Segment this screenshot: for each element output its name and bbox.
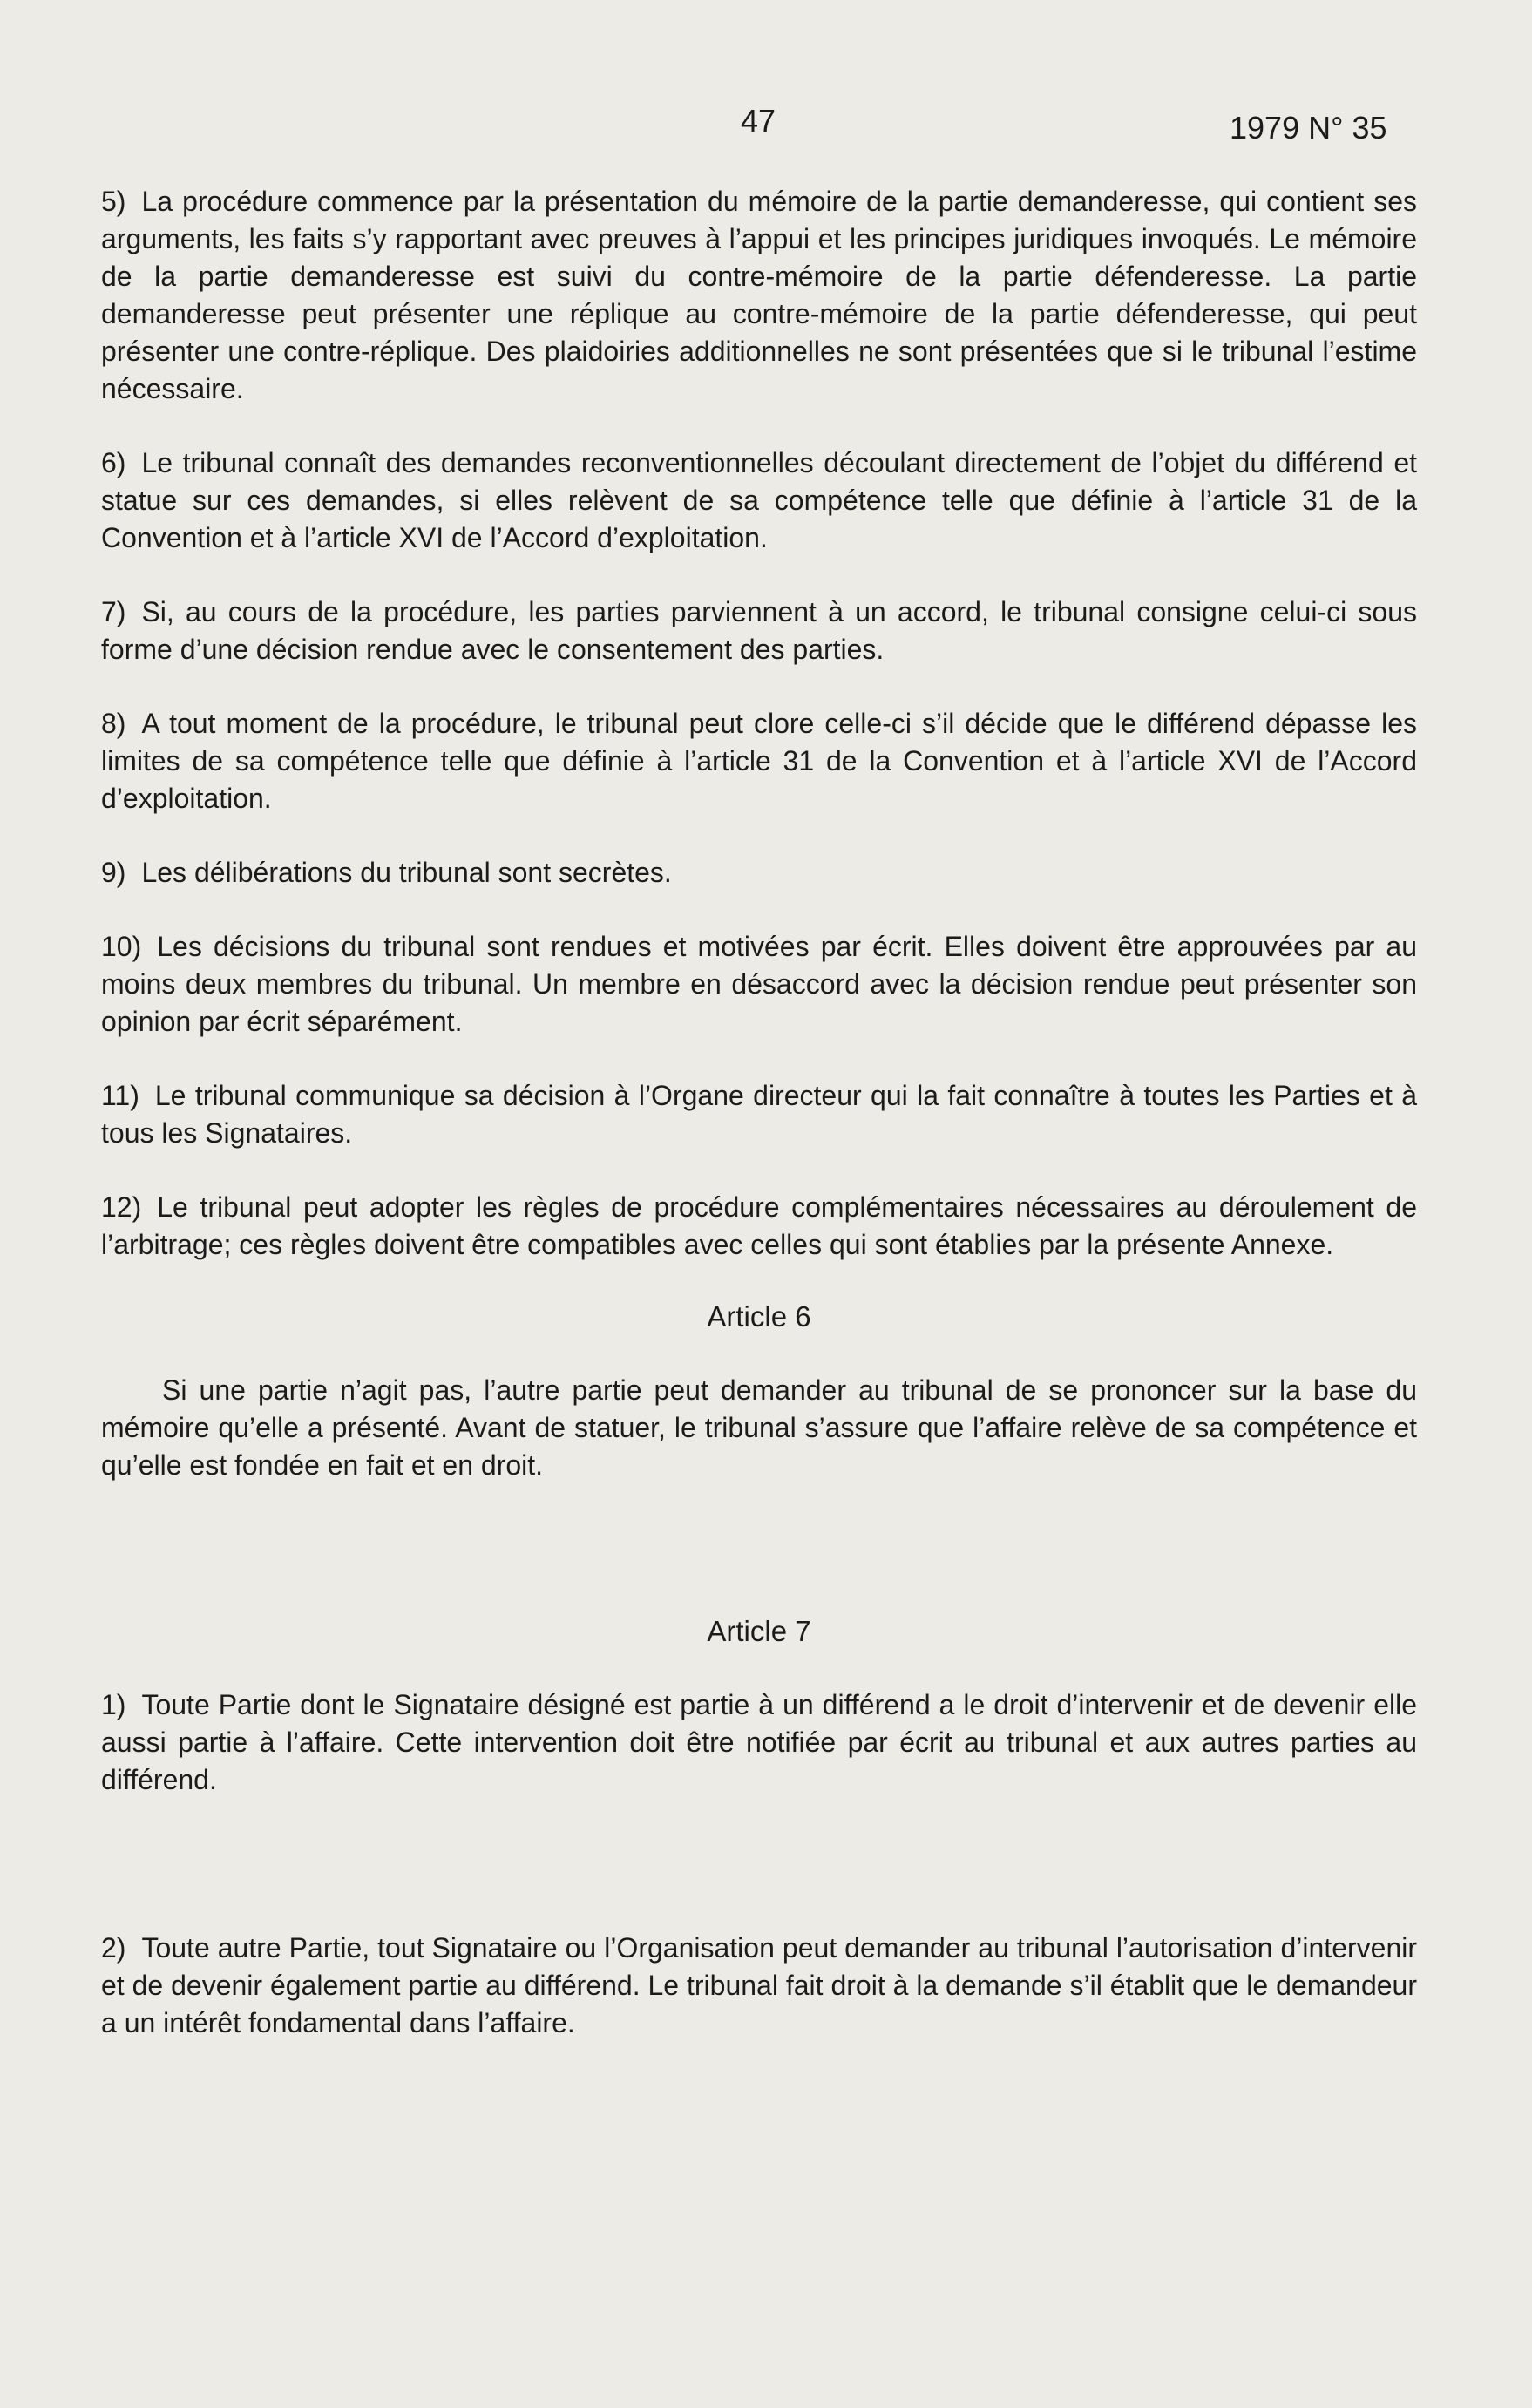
issue-reference: 1979 N° 35 [1230, 110, 1387, 146]
paragraph-7 [101, 594, 1417, 668]
document-body [101, 183, 1417, 2079]
paragraph-text: A tout moment de la procédure, le tribunal peut clore celle-ci s’il décide que le différend dépasse les limites de sa compétence telle que définie à l’article 31 de la Convention et à l’article XVI de l’Accord d’exploitation. [101, 708, 1417, 814]
paragraph-text: Toute Partie dont le Signataire désigné est partie à un différend a le droit d’intervenir et de devenir elle aussi partie à l’affaire. Cette intervention doit être notifiée par écrit au tribunal et aux autres parties au différend. [101, 1689, 1417, 1795]
paragraph-10 [101, 928, 1417, 1041]
paragraph-text: Les décisions du tribunal sont rendues et motivées par écrit. Elles doivent être approuvées par au moins deux membres du tribunal. Un membre en désaccord avec la décision rendue peut présenter son opinion par écrit séparément. [101, 931, 1417, 1037]
paragraph-number: 1) [101, 1689, 126, 1720]
article-7-paragraph-1 [101, 1686, 1417, 1799]
paragraph-number: 12) [101, 1191, 142, 1223]
paragraph-text: La procédure commence par la présentation du mémoire de la partie demanderesse, qui contient ses arguments, les faits s’y rapportant avec preuves à l’appui et les principes juridiques invoqués. Le mémoire de la partie demanderesse est suivi du contre-mémoire de la partie défenderesse. La partie demanderesse peut présenter une réplique au contre-mémoire de la partie défenderesse, qui peut présenter une contre-réplique. Des plaidoiries additionnelles ne sont présentées que si le tribunal l’estime nécessaire. [101, 186, 1417, 404]
paragraph-9 [101, 854, 1417, 892]
paragraph-number: 2) [101, 1932, 126, 1964]
paragraph-number: 11) [101, 1080, 139, 1111]
paragraph-number: 8) [101, 708, 126, 739]
paragraph-12 [101, 1189, 1417, 1264]
paragraph-number: 5) [101, 186, 126, 217]
paragraph-11 [101, 1077, 1417, 1152]
article-6-text: Si une partie n’agit pas, l’autre partie peut demander au tribunal de se prononcer sur la base du mémoire qu’elle a présenté. Avant de statuer, le tribunal s’assure que l’affaire relève de sa compétence et qu’elle est fondée en fait et en droit. [101, 1374, 1417, 1481]
paragraph-5 [101, 183, 1417, 408]
paragraph-text: Le tribunal peut adopter les règles de procédure complémentaires nécessaires au déroulement de l’arbitrage; ces règles doivent être compatibles avec celles qui sont établies par la présente Annexe. [101, 1191, 1417, 1260]
paragraph-text: Le tribunal communique sa décision à l’Organe directeur qui la fait connaître à toutes les Parties et à tous les Signataires. [101, 1080, 1417, 1149]
page-number: 47 [741, 103, 776, 139]
paragraph-number: 9) [101, 857, 126, 888]
paragraph-8 [101, 705, 1417, 817]
paragraph-6 [101, 444, 1417, 557]
paragraph-text: Si, au cours de la procédure, les parties parviennent à un accord, le tribunal consigne celui-ci sous forme d’une décision rendue avec le consentement des parties. [101, 596, 1417, 665]
paragraph-text: Toute autre Partie, tout Signataire ou l’Organisation peut demander au tribunal l’autorisation d’intervenir et de devenir également partie au différend. Le tribunal fait droit à la demande s’il établit que le demandeur a un intérêt fondamental dans l’affaire. [101, 1932, 1417, 2038]
article-6-heading: Article 6 [707, 1300, 811, 1333]
article-7-paragraph-2 [101, 1930, 1417, 2042]
paragraph-number: 7) [101, 596, 126, 627]
paragraph-number: 10) [101, 931, 142, 962]
paragraph-text: Les délibérations du tribunal sont secrètes. [141, 857, 672, 888]
article-7-heading: Article 7 [707, 1615, 811, 1647]
paragraph-number: 6) [101, 447, 126, 478]
paragraph-text: Le tribunal connaît des demandes reconventionnelles découlant directement de l’objet du différend et statue sur ces demandes, si elles relèvent de sa compétence telle que définie à l’article 31 de la Convention et à l’article XVI de l’Accord d’exploitation. [101, 447, 1417, 553]
